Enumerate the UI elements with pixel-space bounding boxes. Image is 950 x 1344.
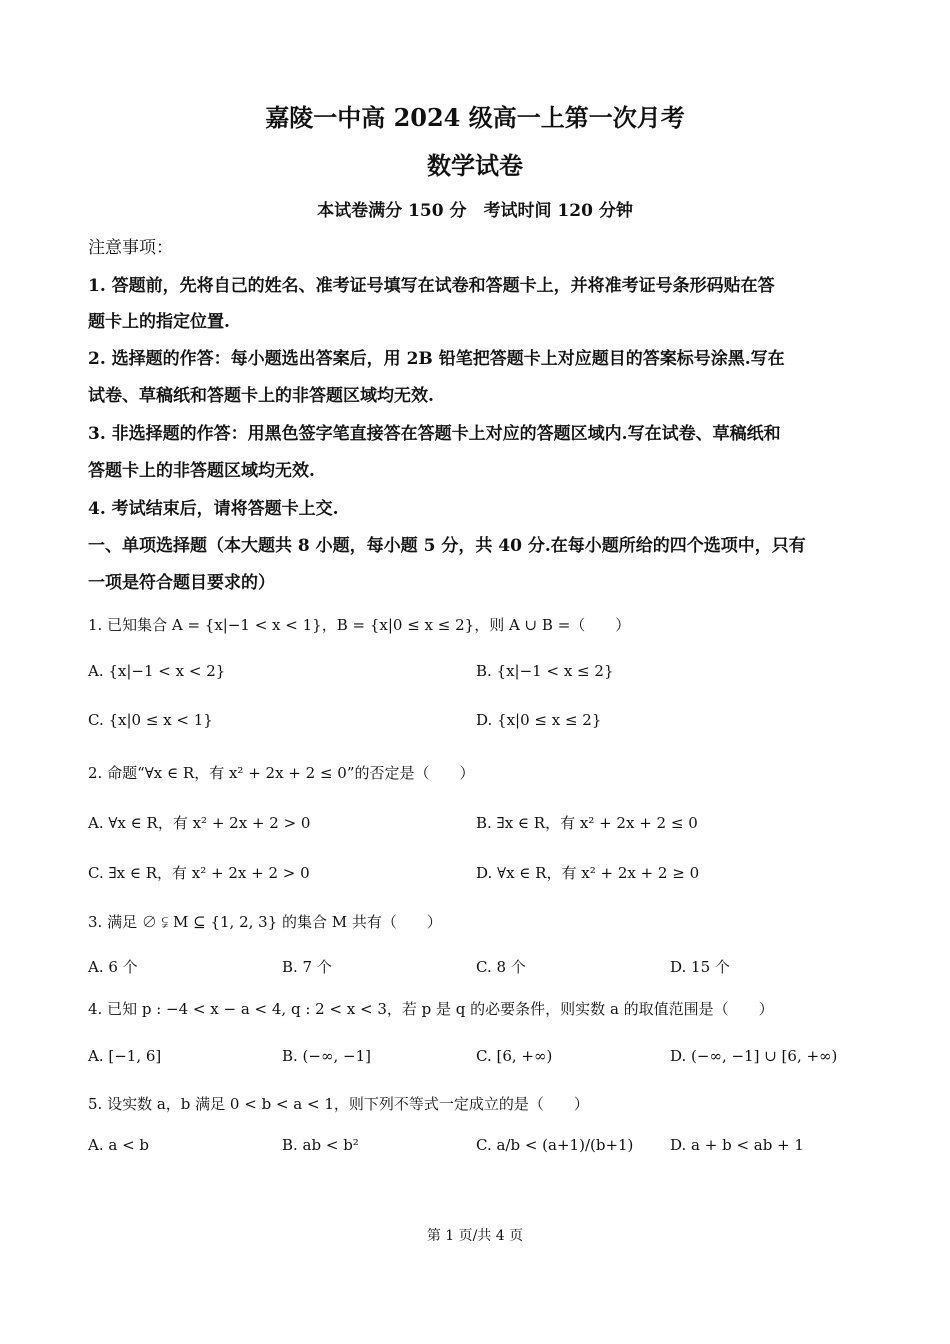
- note-line: 试卷、草稿纸和答题卡上的非答题区域均无效.: [88, 386, 434, 406]
- section-heading: 一、单项选择题（本大题共 8 小题，每小题 5 分，共 40 分.在每小题所给的四个选项中，只有: [88, 536, 806, 556]
- option-a: A. ∀x ∈ R，有 x² + 2x + 2 > 0: [88, 814, 311, 832]
- option-d: D. {x|0 ≤ x ≤ 2}: [476, 711, 602, 729]
- option-b: B. {x|−1 < x ≤ 2}: [476, 662, 614, 680]
- question-stem: 2. 命题“∀x ∈ R，有 x² + 2x + 2 ≤ 0”的否定是（ ）: [88, 764, 475, 782]
- question-stem: 3. 满足 ∅ ⫋ M ⊆ {1, 2, 3} 的集合 M 共有（ ）: [88, 913, 442, 931]
- note-line: 3. 非选择题的作答：用黑色签字笔直接答在答题卡上对应的答题区域内.写在试卷、草稿纸和: [88, 424, 781, 444]
- question-stem: 5. 设实数 a，b 满足 0 < b < a < 1，则下列不等式一定成立的是（ ）: [88, 1095, 589, 1113]
- option-a: A. 6 个: [88, 958, 138, 976]
- section-heading-cont: 一项是符合题目要求的）: [88, 573, 275, 593]
- option-c: C. {x|0 ≤ x < 1}: [88, 711, 213, 729]
- option-c: C. ∃x ∈ R，有 x² + 2x + 2 > 0: [88, 864, 310, 882]
- option-b: B. (−∞, −1]: [282, 1047, 371, 1065]
- exam-info: 本试卷满分 150 分 考试时间 120 分钟: [317, 201, 633, 221]
- option-c: C. a/b < (a+1)/(b+1): [476, 1136, 634, 1154]
- option-c: C. [6, +∞): [476, 1047, 553, 1065]
- option-a: A. {x|−1 < x < 2}: [88, 662, 226, 680]
- option-c: C. 8 个: [476, 958, 526, 976]
- option-d: D. (−∞, −1] ∪ [6, +∞): [670, 1047, 838, 1065]
- option-b: B. ∃x ∈ R，有 x² + 2x + 2 ≤ 0: [476, 814, 698, 832]
- option-d: D. a + b < ab + 1: [670, 1136, 804, 1154]
- question-stem: 1. 已知集合 A = {x|−1 < x < 1}，B = {x|0 ≤ x ≤ 2}，则 A ∪ B =（ ）: [88, 616, 631, 634]
- option-d: D. 15 个: [670, 958, 730, 976]
- exam-subtitle: 数学试卷: [427, 151, 523, 180]
- note-line: 4. 考试结束后，请将答题卡上交.: [88, 499, 339, 519]
- notes-heading: 注意事项：: [88, 238, 173, 258]
- option-b: B. 7 个: [282, 958, 332, 976]
- option-a: A. a < b: [88, 1136, 150, 1154]
- note-line: 1. 答题前，先将自己的姓名、准考证号填写在试卷和答题卡上，并将准考证号条形码贴在答: [88, 276, 775, 296]
- option-b: B. ab < b²: [282, 1136, 359, 1154]
- question-stem: 4. 已知 p : −4 < x − a < 4, q : 2 < x < 3，若 p 是 q 的必要条件，则实数 a 的取值范围是（ ）: [88, 1000, 774, 1018]
- note-line: 题卡上的指定位置.: [88, 312, 230, 332]
- note-line: 答题卡上的非答题区域均无效.: [88, 461, 315, 481]
- option-a: A. [−1, 6]: [88, 1047, 162, 1065]
- option-d: D. ∀x ∈ R，有 x² + 2x + 2 ≥ 0: [476, 864, 700, 882]
- note-line: 2. 选择题的作答：每小题选出答案后，用 2B 铅笔把答题卡上对应题目的答案标号涂黑.写在: [88, 349, 785, 369]
- page-footer: 第 1 页/共 4 页: [426, 1228, 524, 1244]
- exam-title: 嘉陵一中高 2024 级高一上第一次月考: [265, 103, 685, 132]
